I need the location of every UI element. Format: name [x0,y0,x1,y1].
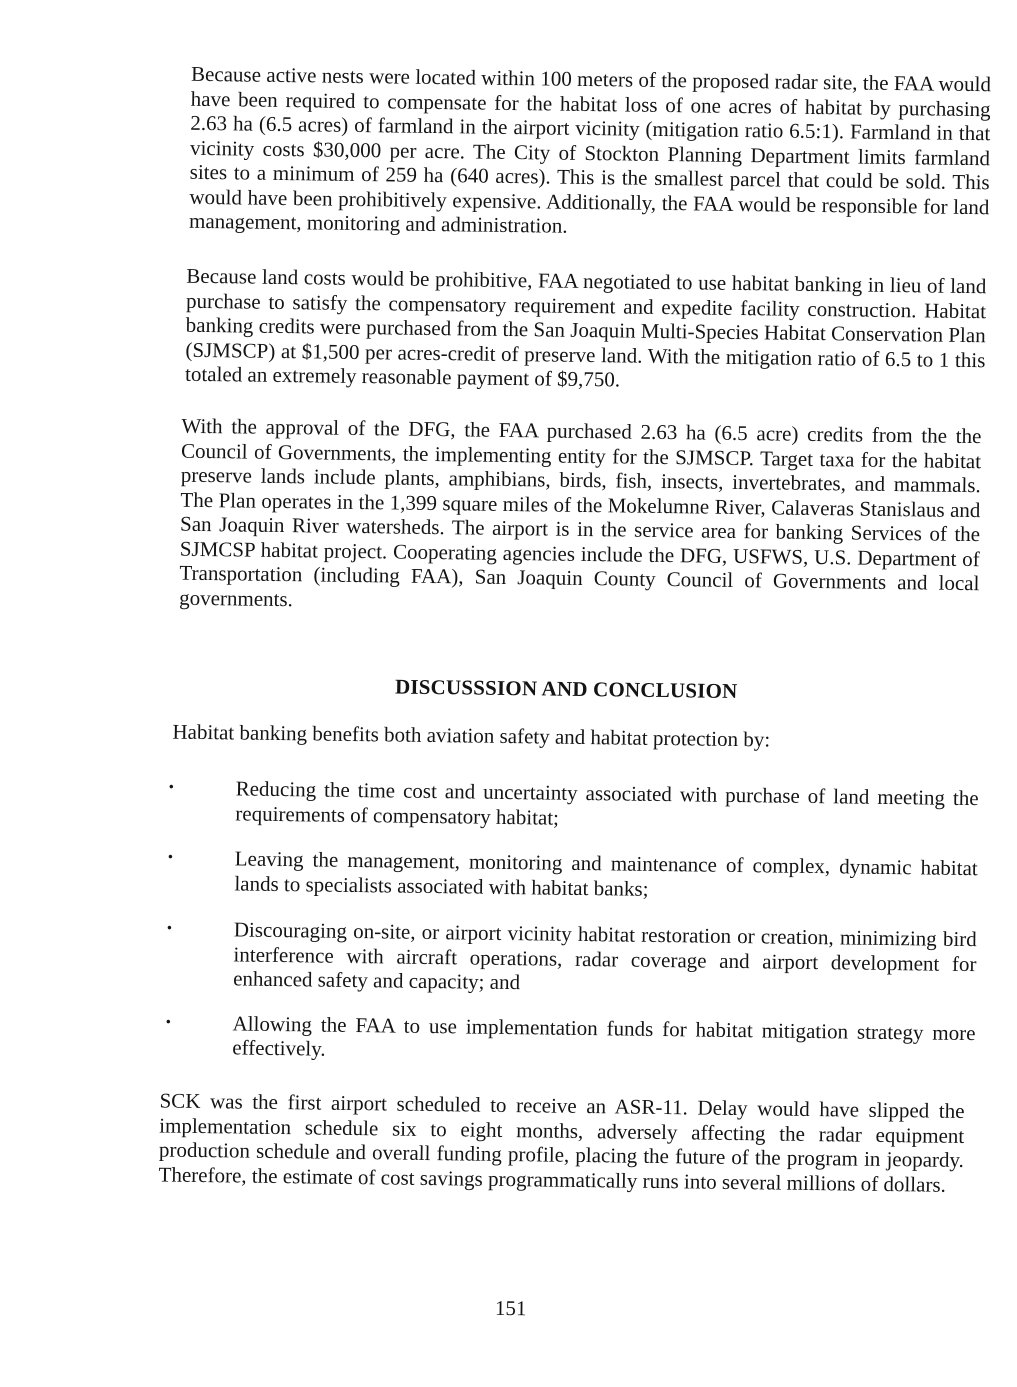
list-item-text: Allowing the FAA to use implementation funds for habitat mitigation strategy more effectively. [232,1010,976,1061]
list-item-text: Discouraging on-site, or airport vicinity habitat restoration or creation, minimizing bird interference with aircraft operations, radar coverage and airport development for enhanced safety and capacity; and [233,917,977,995]
list-item-text: Leaving the management, monitoring and maintenance of complex, dynamic habitat lands to specialists associated with habitat banks; [234,846,978,901]
closing-paragraph: SCK was the first airport scheduled to receive an ASR-11. Delay would have slipped the implementation schedule six to eight months, adversely affecting the radar equipment production schedule and overall funding profile, placing the future of the program in jeopardy. Therefore, the estimate of cost savings programmatically runs into several millions of dollars. [158,1088,965,1197]
section-heading: DISCUSSSION AND CONCLUSION [394,674,738,703]
bullet-icon: • [166,920,173,937]
paragraph-credits-purchase: With the approval of the DFG, the FAA purchased 2.63 ha (6.5 acre) credits from the the Council of Governments, the implementing entity for the SJMSCP. Target taxa for the habitat preserve lands include plants, amphibians, birds, fish, insects, invertebrates, and mammals. The Plan operates in the 1,399 square miles of the Mokelumne River, Calaveras Stanislaus and San Joaquin River watersheds. The airport is in the service area for banking Services of the SJMCSP habitat project. Cooperating agencies include the DFG, USFWS, U.S. Department of Transportation (including FAA), San Joaquin County Council of Governments and local governments. [179,413,982,611]
bullet-icon: • [168,779,175,796]
paragraph-mitigation-cost: Because active nests were located within 100 meters of the proposed radar site, the FAA would have been required to compensate for the habitat loss of one acres of habitat by purchasing 2.63 ha (6.5 acres) of farmland in the airport vicinity (mitigation ratio 6.5:1). Farmland in that vicinity costs $30,000 per acre. The City of Stockton Planning Department limits farmland sites to a minimum of 259 ha (640 acres). This is the smallest parcel that could be sold. This would have been prohibitively expensive. Additionally, the FAA would be responsible for land management, monitoring and administration. [188,61,992,238]
list-item-text: Reducing the time cost and uncertainty associated with purchase of land meeting the requirements of compensatory habitat; [235,776,979,830]
list-item [155,1010,976,1070]
list-item [157,845,978,905]
bullet-icon: • [167,849,174,866]
list-item [156,916,977,1000]
benefits-list [155,775,979,1090]
list-item [158,775,979,835]
paragraph-habitat-banking: Because land costs would be prohibitive, FAA negotiated to use habitat banking in lieu of land purchase to satisfy the compensatory requirement and expedite facility construction. Habitat banking credits were purchased from the San Joaquin Multi-Species Habitat Conservation Plan (SJMSCP) at $1,500 per acres-credit of preserve land. With the mitigation ratio of 6.5 to 1 this totaled an extremely reasonable payment of $9,750. [184,263,987,392]
bullet-icon: • [165,1014,171,1031]
page-number: 151 [494,1295,527,1321]
section-intro: Habitat banking benefits both aviation safety and habitat protection by: [172,719,771,752]
